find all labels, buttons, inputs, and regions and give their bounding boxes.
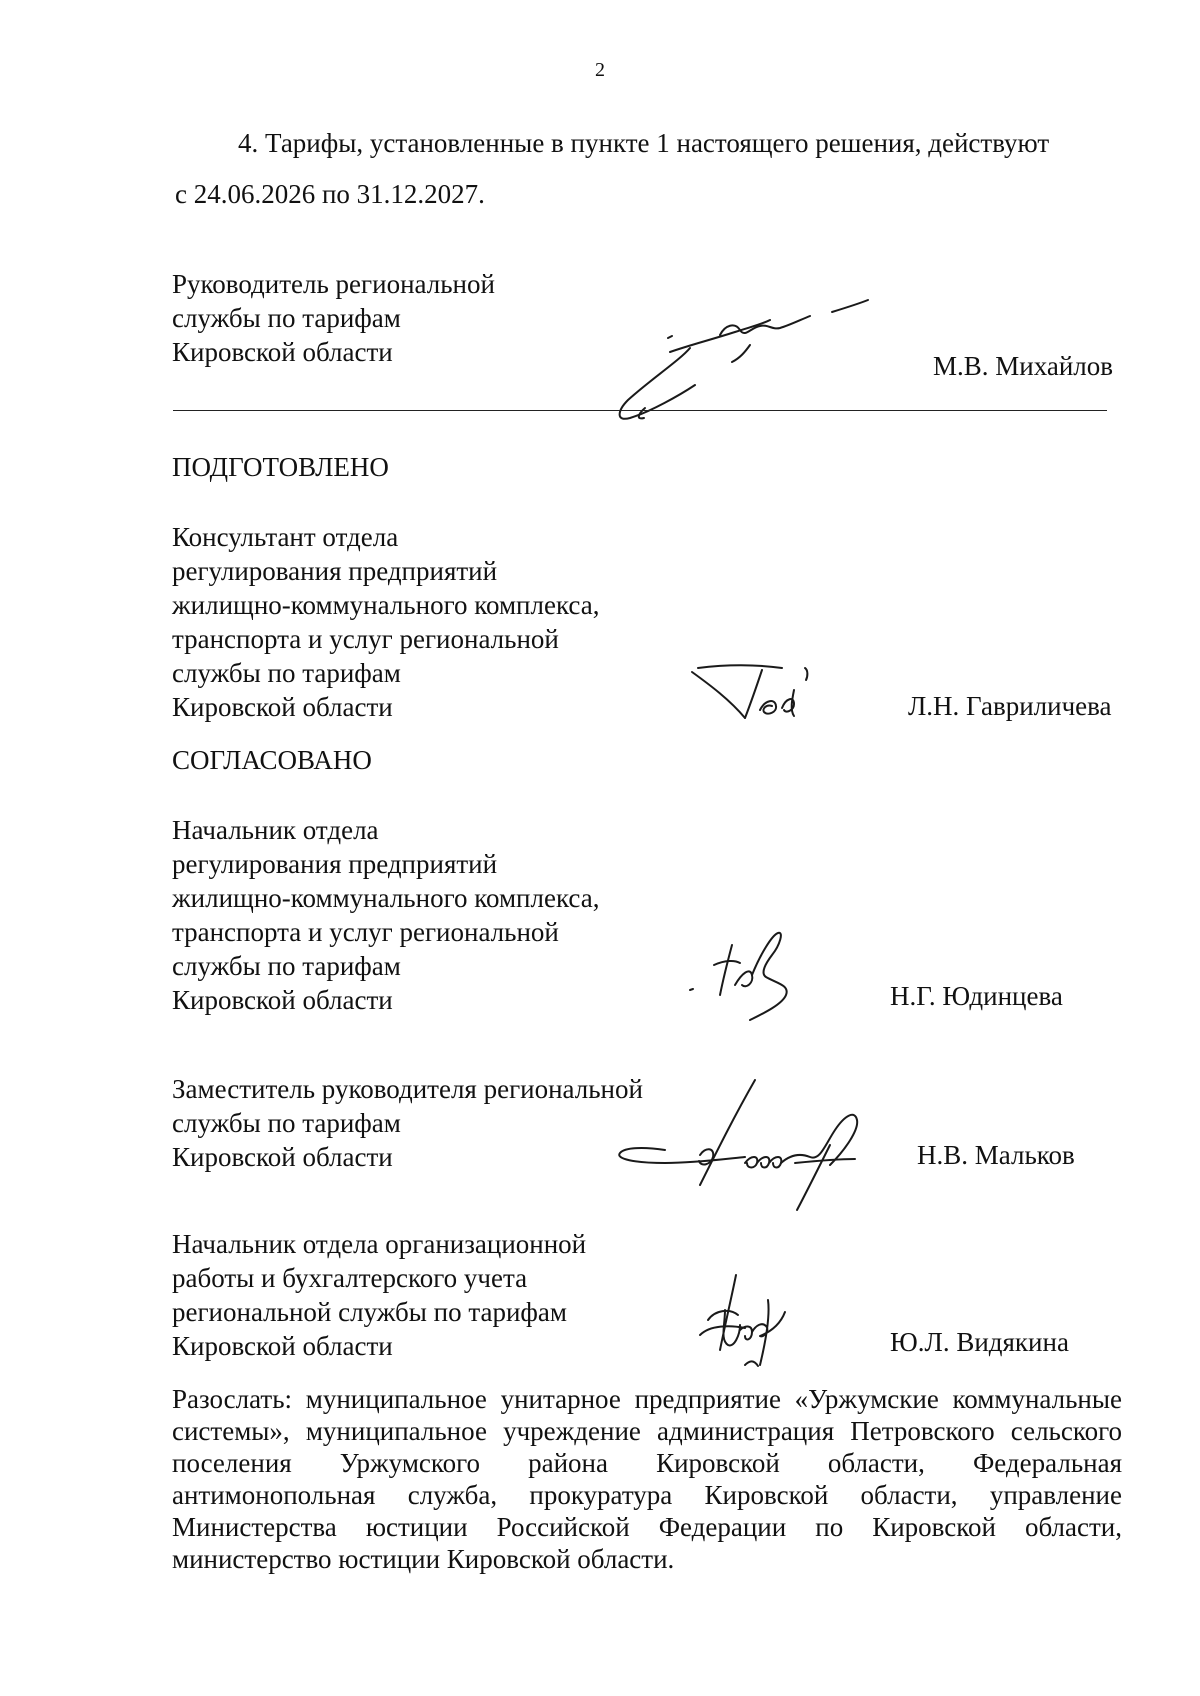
- title-line: Заместитель руководителя региональной: [172, 1074, 643, 1104]
- agreed-signatory-1-name: Н.Г. Юдинцева: [890, 981, 1063, 1011]
- title-line: работы и бухгалтерского учета: [172, 1263, 528, 1293]
- title-line: регулирования предприятий: [172, 556, 498, 586]
- title-line: регулирования предприятий: [172, 849, 498, 879]
- paragraph-4: [175, 118, 1120, 220]
- agreed-signatory-3-title: [172, 1227, 732, 1363]
- agreed-heading: СОГЛАСОВАНО: [172, 745, 372, 775]
- distribution-list: Разослать: муниципальное унитарное предприятие «Уржумские коммунальные системы», муниципальное учреждение администрация Петровского сельского поселения Уржумского района Кировской области, Федеральная антимонопольная служба, прокуратура Кировской области, управление Министерства юстиции Российской Федерации по Кировской области, министерство юстиции Кировской области.: [172, 1384, 1122, 1574]
- title-line: Руководитель региональной: [172, 269, 495, 299]
- prepared-signatory-name: Л.Н. Гавриличева: [908, 691, 1112, 721]
- head-signatory-name: М.В. Михайлов: [933, 351, 1114, 381]
- title-line: службы по тарифам: [172, 1108, 401, 1138]
- agreed-signatory-3-name: Ю.Л. Видякина: [890, 1327, 1069, 1357]
- prepared-heading: ПОДГОТОВЛЕНО: [172, 452, 389, 482]
- title-line: транспорта и услуг региональной: [172, 917, 559, 947]
- title-line: региональной службы по тарифам: [172, 1297, 567, 1327]
- title-line: Кировской области: [172, 692, 393, 722]
- page-number: 2: [595, 59, 605, 81]
- signature-yudintseva: [680, 925, 820, 1025]
- title-line: Консультант отдела: [172, 522, 399, 552]
- agreed-signatory-2-name: Н.В. Мальков: [917, 1140, 1075, 1170]
- title-line: службы по тарифам: [172, 951, 401, 981]
- prepared-signatory-title: [172, 520, 672, 724]
- paragraph-4-line-2: с 24.06.2026 по 31.12.2027.: [175, 179, 485, 209]
- title-line: транспорта и услуг региональной: [172, 624, 559, 654]
- signature-vidyakina: [690, 1270, 800, 1380]
- title-line: Начальник отдела организационной: [172, 1229, 587, 1259]
- title-line: службы по тарифам: [172, 303, 401, 333]
- title-line: Начальник отдела: [172, 815, 379, 845]
- title-line: жилищно-коммунального комплекса,: [172, 590, 600, 620]
- title-line: Кировской области: [172, 337, 393, 367]
- head-signatory-title: [172, 267, 672, 369]
- title-line: Кировской области: [172, 985, 393, 1015]
- title-line: службы по тарифам: [172, 658, 401, 688]
- paragraph-4-line-1: 4. Тарифы, установленные в пункте 1 настоящего решения, действуют: [238, 128, 1050, 158]
- title-line: жилищно-коммунального комплекса,: [172, 883, 600, 913]
- title-line: Кировской области: [172, 1331, 393, 1361]
- separator-line: [173, 410, 1107, 411]
- title-line: Кировской области: [172, 1142, 393, 1172]
- signature-malkov: [605, 1075, 935, 1215]
- signature-gavrilicheva: [690, 660, 830, 730]
- agreed-signatory-1-title: [172, 813, 672, 1017]
